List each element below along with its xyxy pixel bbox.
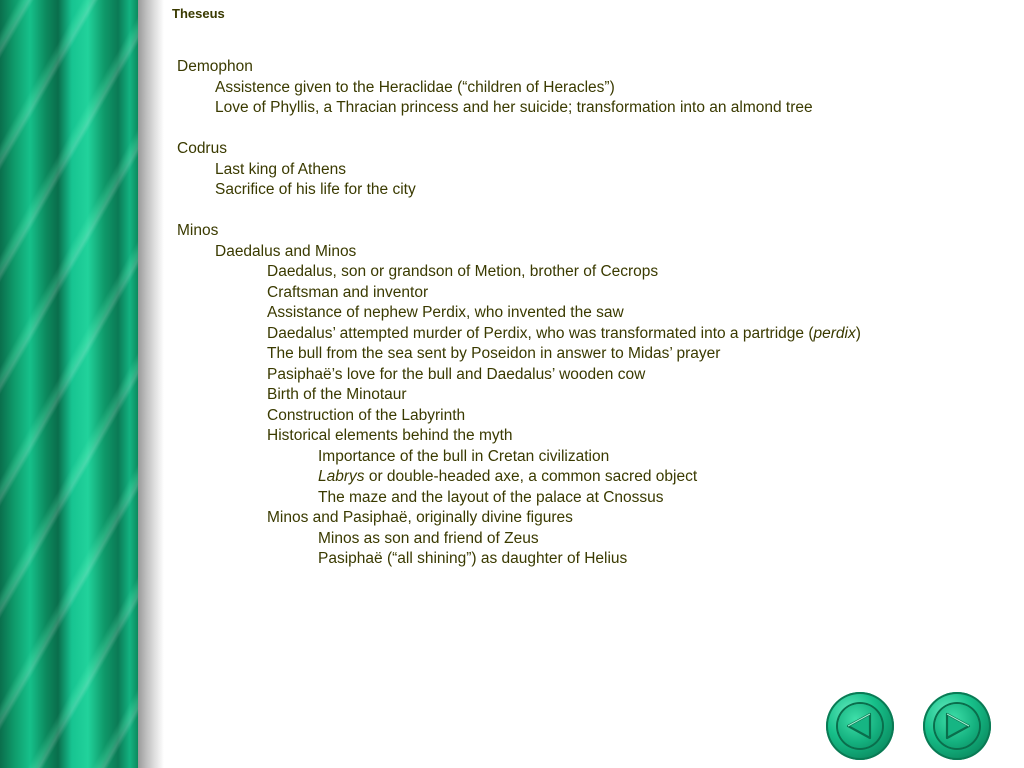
outline-item-level-0 [177, 139, 861, 160]
bar-shadow [138, 0, 164, 768]
outline-item-level-3 [177, 529, 861, 550]
outline-text: Pasiphaë (“all shining”) as daughter of Helius [318, 550, 628, 567]
outline-item-level-2 [177, 262, 861, 283]
outline-list [177, 57, 861, 570]
outline-item-level-2 [177, 508, 861, 529]
outline-text: Daedalus, son or grandson of Metion, brother of Cecrops [267, 263, 659, 280]
outline-text: Historical elements behind the myth [267, 427, 513, 444]
triangle-left-icon [838, 704, 882, 748]
outline-item-level-2 [177, 426, 861, 447]
outline-text: Love of Phyllis, a Thracian princess and her suicide; transformation into an almond tree [215, 99, 813, 116]
outline-text: Sacrifice of his life for the city [215, 181, 416, 198]
outline-text: Minos as son and friend of Zeus [318, 529, 539, 547]
outline-text: Daedalus’ attempted murder of Perdix, who was transformated into a partridge ( [267, 324, 814, 342]
triangle-right-icon [935, 704, 979, 748]
outline-spacer [177, 119, 861, 140]
outline-item-level-3 [177, 488, 861, 509]
outline-text: Assistence given to the Heraclidae (“children of Heracles”) [215, 78, 615, 96]
outline-text: Birth of the Minotaur [267, 386, 407, 403]
outline-text: Codrus [177, 140, 227, 157]
outline-text: Pasiphaë’s love for the bull and Daedalus’ wooden cow [267, 365, 646, 383]
outline-text-suffix: ) [855, 324, 861, 342]
outline-text: Craftsman and inventor [267, 283, 429, 301]
outline-item-level-3 [177, 467, 861, 488]
outline-text: Minos and Pasiphaë, originally divine figures [267, 509, 573, 526]
outline-item-level-2 [177, 303, 861, 324]
outline-text: Demophon [177, 58, 253, 75]
outline-text: Assistance of nephew Perdix, who invented the saw [267, 304, 624, 321]
outline-item-level-1 [177, 242, 861, 263]
outline-item-level-1 [177, 78, 861, 99]
outline-item-level-1 [177, 160, 861, 181]
outline-text: Importance of the bull in Cretan civilization [318, 447, 610, 465]
outline-text: Daedalus and Minos [215, 242, 357, 260]
decorative-green-bar [0, 0, 138, 768]
next-slide-button[interactable] [923, 692, 991, 760]
outline-item-level-2 [177, 385, 861, 406]
outline-text: Last king of Athens [215, 160, 346, 178]
previous-slide-button[interactable] [826, 692, 894, 760]
outline-item-level-1 [177, 180, 861, 201]
outline-text: Construction of the Labyrinth [267, 406, 466, 424]
outline-text: The bull from the sea sent by Poseidon in answer to Midas’ prayer [267, 345, 721, 362]
outline-text: The maze and the layout of the palace at Cnossus [318, 488, 664, 506]
outline-italic-term: Labrys [318, 468, 365, 485]
outline-item-level-1 [177, 98, 861, 119]
outline-item-level-3 [177, 447, 861, 468]
outline-text: Minos [177, 222, 219, 239]
outline-item-level-2 [177, 283, 861, 304]
outline-item-level-2 [177, 365, 861, 386]
outline-item-level-2 [177, 344, 861, 365]
outline-text: or double-headed axe, a common sacred object [364, 468, 698, 485]
slide-title: Theseus [172, 6, 225, 21]
outline-item-level-0 [177, 57, 861, 78]
outline-item-level-3 [177, 549, 861, 570]
outline-item-level-2 [177, 406, 861, 427]
outline-italic-term: perdix [813, 324, 856, 342]
outline-item-level-2 [177, 324, 861, 345]
outline-spacer [177, 201, 861, 222]
outline-item-level-0 [177, 221, 861, 242]
